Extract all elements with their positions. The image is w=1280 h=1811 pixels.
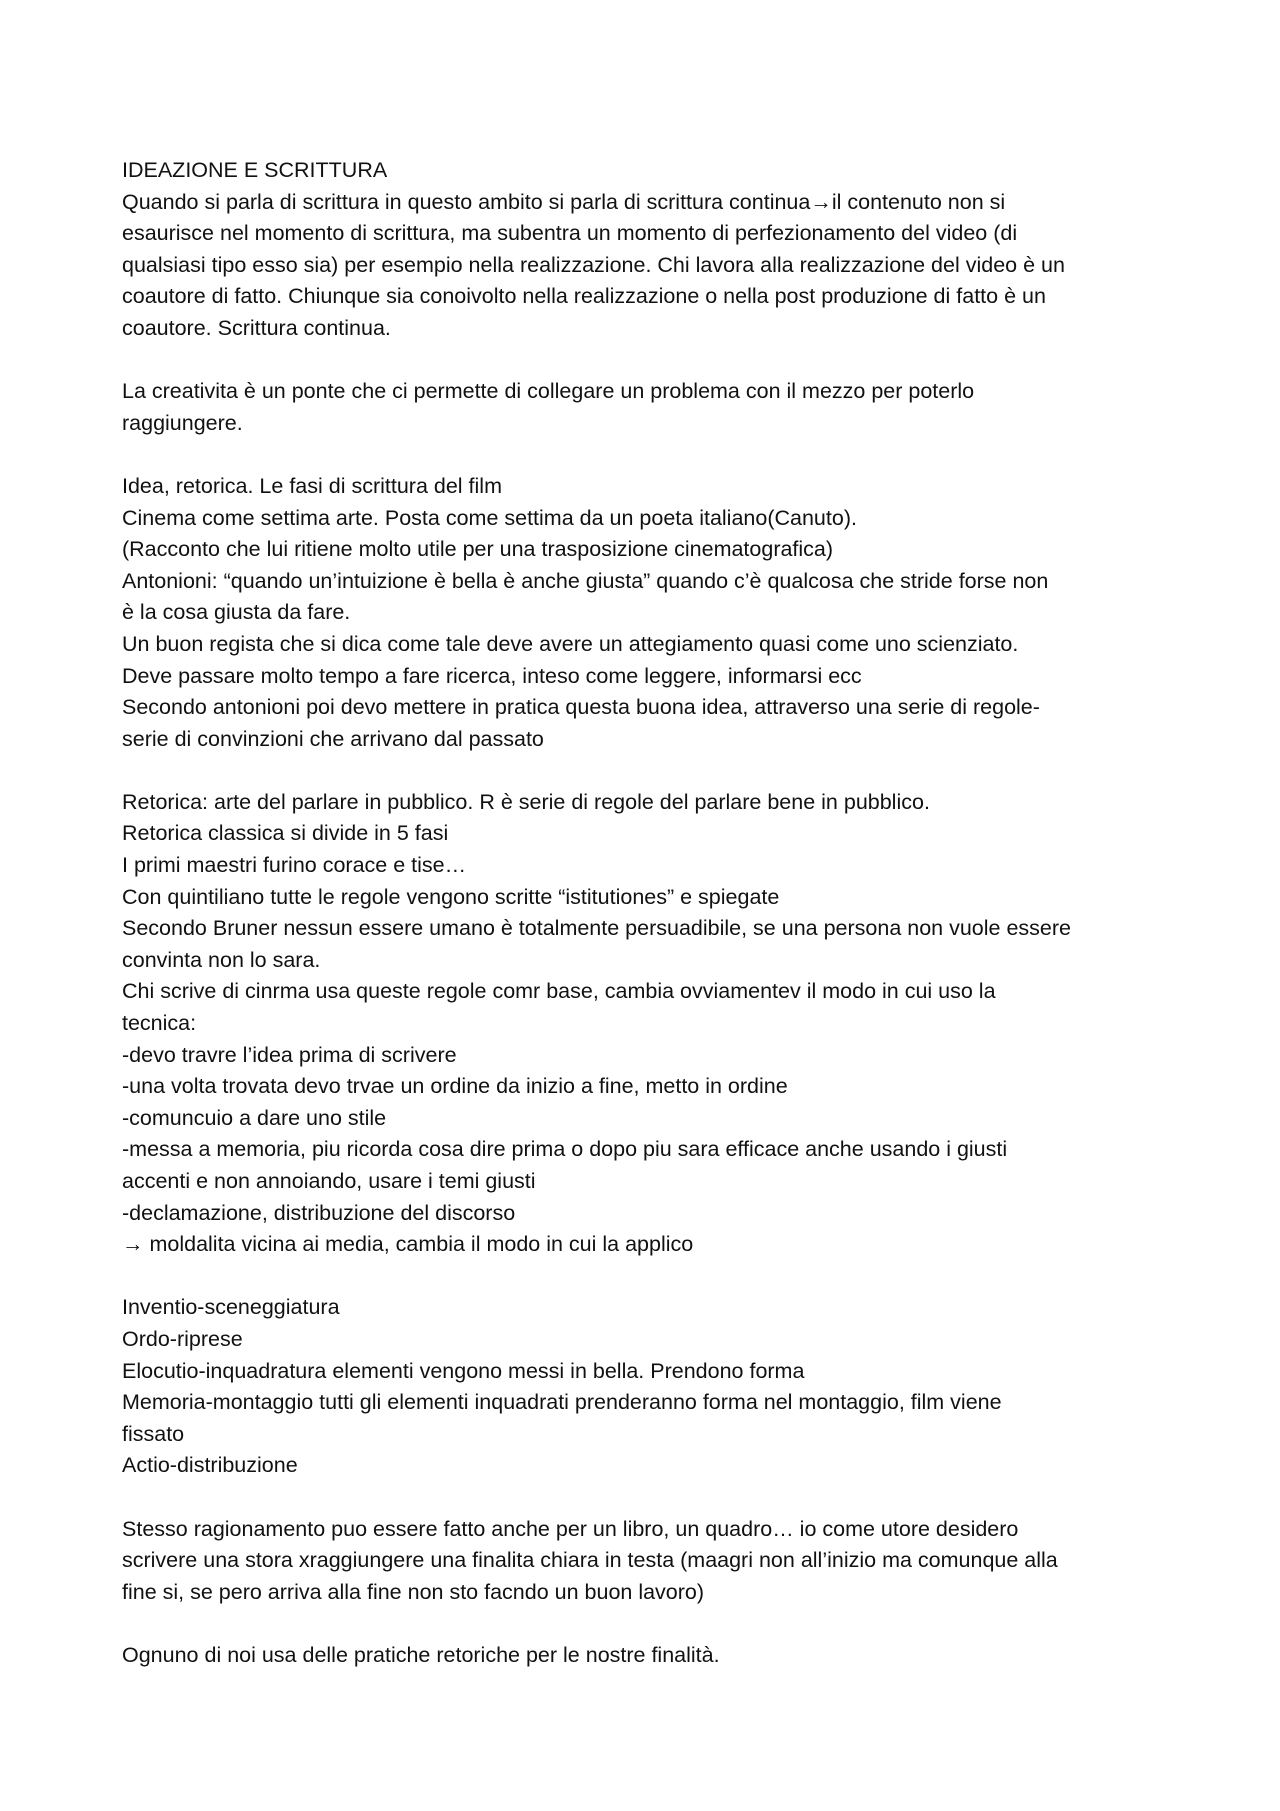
text-line: Un buon regista che si dica come tale deve avere un attegiamento quasi come uno scienziato.	[122, 631, 1019, 656]
text-line: coautore di fatto. Chiunque sia conoivolto nella realizzazione o nella post produzione di fatto è un	[122, 284, 1046, 309]
text-line: Retorica: arte del parlare in pubblico. R è serie di regole del parlare bene in pubblico.	[122, 789, 930, 814]
text-line: Ordo-riprese	[122, 1326, 243, 1351]
text-line: (Racconto che lui ritiene molto utile per una trasposizione cinematografica)	[122, 537, 834, 562]
text-line: coautore. Scrittura continua.	[122, 315, 391, 340]
blank-line	[122, 1608, 1172, 1640]
text-line: -una volta trovata devo trvae un ordine da inizio a fine, metto in ordine	[122, 1074, 788, 1099]
text-line: Secondo Bruner nessun essere umano è totalmente persuadibile, se una persona non vuole essere	[122, 916, 1072, 941]
text-line: Deve passare molto tempo a fare ricerca, inteso come leggere, informarsi ecc	[122, 663, 862, 688]
text-line: Retorica classica si divide in 5 fasi	[122, 821, 449, 846]
text-line: Secondo antonioni poi devo mettere in pratica questa buona idea, attraverso una serie di regole-	[122, 695, 1040, 720]
text-line: Con quintiliano tutte le regole vengono scritte “istitutiones” e spiegate	[122, 884, 780, 909]
text-line: -comuncuio a dare uno stile	[122, 1105, 387, 1130]
text-line: Actio-distribuzione	[122, 1453, 298, 1478]
blank-line	[122, 345, 1172, 377]
text-line: serie di convinzioni che arrivano dal passato	[122, 726, 544, 751]
text-line: convinta non lo sara.	[122, 947, 321, 972]
text-line: tecnica:	[122, 1011, 197, 1036]
text-line: scrivere una stora xraggiungere una finalita chiara in testa (maagri non all’inizio ma comunque alla	[122, 1548, 1058, 1573]
blank-line	[122, 755, 1172, 787]
text-line: Chi scrive di cinrma usa queste regole comr base, cambia ovviamentev il modo in cui uso la	[122, 979, 996, 1004]
text-line: -devo travre l’idea prima di scrivere	[122, 1042, 457, 1067]
text-line: fine si, se pero arriva alla fine non sto facndo un buon lavoro)	[122, 1579, 705, 1604]
text-line: è la cosa giusta da fare.	[122, 600, 351, 625]
text-line: Cinema come settima arte. Posta come settima da un poeta italiano(Canuto).	[122, 505, 857, 530]
text-line: Inventio-sceneggiatura	[122, 1295, 340, 1320]
text-line: raggiungere.	[122, 410, 243, 435]
text-line: Elocutio-inquadratura elementi vengono messi in bella. Prendono forma	[122, 1358, 805, 1383]
text-line: accenti e non annoiando, usare i temi giusti	[122, 1169, 536, 1193]
text-line: Ognuno di noi usa delle pratiche retoriche per le nostre finalità.	[122, 1642, 720, 1667]
text-line: -messa a memoria, piu ricorda cosa dire prima o dopo piu sara efficace anche usando i giusti	[122, 1137, 1008, 1162]
text-line: fissato	[122, 1421, 185, 1446]
blank-line	[122, 439, 1172, 471]
text-line: -declamazione, distribuzione del discorso	[122, 1200, 516, 1225]
text-line: → moldalita vicina ai media, cambia il modo in cui la applico	[122, 1232, 694, 1257]
document-body	[122, 155, 1172, 1672]
text-line: Memoria-montaggio tutti gli elementi inquadrati prenderanno forma nel montaggio, film viene	[122, 1390, 1002, 1415]
document-title: IDEAZIONE E SCRITTURA	[122, 158, 388, 182]
blank-line	[122, 1482, 1172, 1514]
text-line: Quando si parla di scrittura in questo ambito si parla di scrittura continua→il contenuto non si	[122, 189, 1006, 214]
text-line: La creativita è un ponte che ci permette di collegare un problema con il mezzo per poterlo	[122, 379, 975, 404]
text-line: esaurisce nel momento di scrittura, ma subentra un momento di perfezionamento del video (di	[122, 221, 1018, 246]
text-line: Idea, retorica. Le fasi di scrittura del film	[122, 473, 502, 498]
blank-line	[122, 1261, 1172, 1293]
text-line: Antonioni: “quando un’intuizione è bella è anche giusta” quando c’è qualcosa che stride forse non	[122, 568, 1049, 593]
text-line: Stesso ragionamento puo essere fatto anche per un libro, un quadro… io come utore desidero	[122, 1516, 1019, 1541]
text-line: I primi maestri furino corace e tise…	[122, 853, 467, 878]
text-line: qualsiasi tipo esso sia) per esempio nella realizzazione. Chi lavora alla realizzazione del video è un	[122, 252, 1065, 277]
